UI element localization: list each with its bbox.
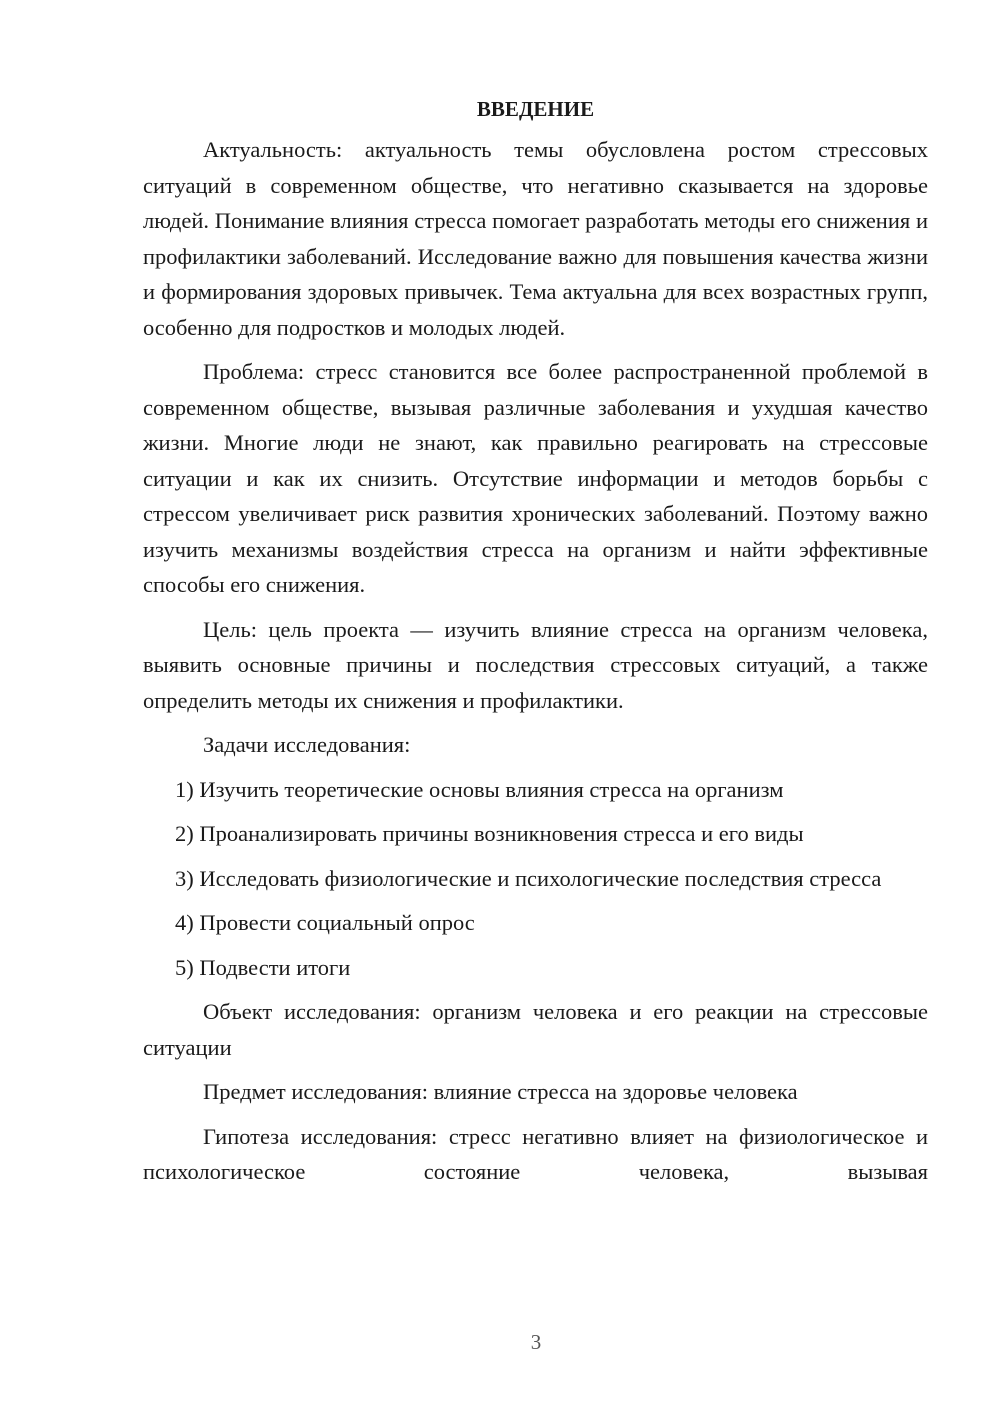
task-item-5: 5) Подвести итоги: [175, 954, 351, 980]
document-page: [143, 92, 928, 1199]
page-title: ВВЕДЕНИЕ: [476, 97, 595, 121]
task-item-3: 3) Исследовать физиологические и психологические последствия стресса: [175, 865, 882, 891]
page-number: 3: [530, 1330, 542, 1354]
tasks-heading: Задачи исследования:: [203, 732, 411, 757]
hypothesis-paragraph: Гипотеза исследования: стресс негативно влияет на физиологическое и психологическое состояние человека, вызывая: [143, 1123, 928, 1184]
task-item-4: 4) Провести социальный опрос: [175, 910, 475, 935]
task-item-1: 1) Изучить теоретические основы влияния стресса на организм: [175, 776, 784, 802]
task-item-2: 2) Проанализировать причины возникновения стресса и его виды: [175, 821, 804, 846]
subject-paragraph: Предмет исследования: влияние стресса на здоровье человека: [203, 1079, 798, 1104]
object-paragraph: Объект исследования: организм человека и его реакции на стрессовые ситуации: [143, 999, 928, 1060]
relevance-paragraph: Актуальность: актуальность темы обусловлена ростом стрессовых ситуаций в современном обществе, что негативно сказывается на здоровье людей. Понимание влияния стресса помогает разработать методы его снижения и профилактики заболеваний. Исследование важно для повышения качества жизни и формирования здоровых привычек. Тема актуальна для всех возрастных групп, особенно для подростков и молодых людей.: [143, 137, 928, 340]
problem-paragraph: Проблема: стресс становится все более распространенной проблемой в современном обществе, вызывая различные заболевания и ухудшая качество жизни. Многие люди не знают, как правильно реагировать на стрессовые ситуации и как их снизить. Отсутствие информации и методов борьбы с стрессом увеличивает риск развития хронических заболеваний. Поэтому важно изучить механизмы воздействия стресса на организм и найти эффективные способы его снижения.: [143, 359, 928, 597]
goal-paragraph: Цель: цель проекта — изучить влияние стресса на организм человека, выявить основные причины и последствия стрессовых ситуаций, а также определить методы их снижения и профилактики.: [143, 616, 928, 713]
